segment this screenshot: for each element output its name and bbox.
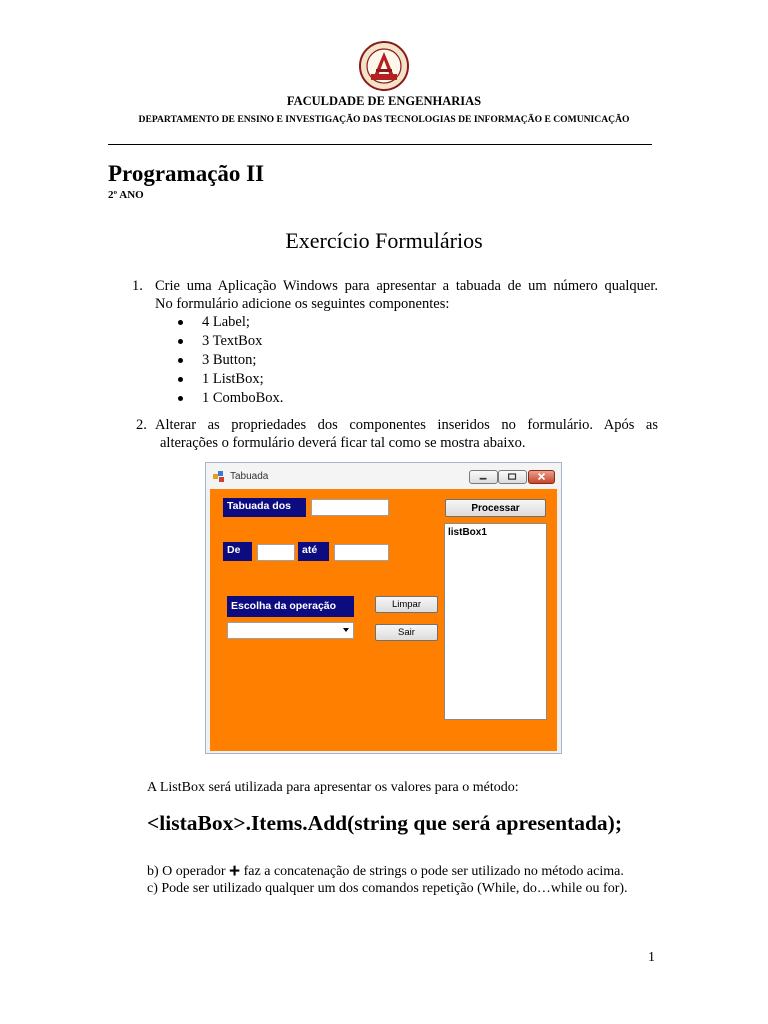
list-item: 1 ComboBox. — [178, 389, 283, 408]
listbox-paragraph: A ListBox será utilizada para apresentar os valores para o método: — [147, 780, 519, 795]
note-b-suffix: faz a concatenação de strings o pode ser utilizado no método acima. — [243, 864, 624, 879]
ate-textbox[interactable] — [334, 544, 389, 561]
item-2-text — [155, 416, 658, 452]
maximize-icon — [499, 471, 526, 483]
minimize-icon — [470, 471, 497, 483]
university-seal-icon — [356, 40, 412, 92]
maximize-button[interactable] — [498, 470, 527, 484]
list-item: 1 ListBox; — [178, 370, 283, 389]
page-number: 1 — [648, 950, 655, 965]
bullet-icon — [178, 339, 183, 344]
form-window — [205, 462, 562, 754]
course-title: Programação II — [108, 161, 265, 186]
item-1-number: 1. — [132, 278, 143, 294]
list-item: 4 Label; — [178, 313, 283, 332]
window-title: Tabuada — [230, 471, 269, 482]
bullet-icon — [178, 320, 183, 325]
de-textbox[interactable] — [257, 544, 295, 561]
note-c: c) Pode ser utilizado qualquer um dos comandos repetição (While, do…while ou for). — [147, 881, 628, 896]
form-client-area — [210, 489, 557, 751]
limpar-button[interactable]: Limpar — [375, 596, 438, 613]
operation-combobox[interactable] — [227, 622, 354, 639]
exercise-title: Exercício Formulários — [285, 228, 483, 253]
item-1-line-1: Crie uma Aplicação Windows para apresentar a tabuada de um número qualquer. — [155, 278, 658, 294]
note-b-prefix: b) O operador — [147, 864, 226, 879]
label-operacao: Escolha da operação — [227, 596, 354, 617]
results-listbox[interactable] — [444, 523, 547, 720]
close-icon — [529, 471, 554, 483]
department-name: DEPARTAMENTO DE ENSINO E INVESTIGAÇÃO DAS TECNOLOGIAS DE INFORMAÇÃO E COMUNICAÇÃO — [138, 114, 630, 125]
components-list — [178, 313, 283, 408]
chevron-down-icon — [343, 628, 349, 632]
processar-button[interactable]: Processar — [445, 499, 546, 517]
note-b — [147, 861, 624, 883]
sair-button[interactable]: Sair — [375, 624, 438, 641]
label-tabuada: Tabuada dos — [223, 498, 306, 517]
list-item: 3 Button; — [178, 351, 283, 370]
label-ate: até — [298, 542, 329, 561]
item-1-text — [155, 277, 658, 313]
item-2-line-1: Alterar as propriedades dos componentes inseridos no formulário. Após as — [155, 417, 658, 433]
tabuada-textbox[interactable] — [311, 499, 389, 516]
faculty-name: FACULDADE DE ENGENHARIAS — [286, 94, 482, 108]
label-de: De — [223, 542, 252, 561]
close-button[interactable] — [528, 470, 555, 484]
minimize-button[interactable] — [469, 470, 498, 484]
bullet-icon — [178, 377, 183, 382]
plus-operator: + — [229, 861, 241, 882]
item-2-line-2: alterações o formulário deverá ficar tal como se mostra abaixo. — [160, 435, 526, 451]
item-2-number: 2. — [136, 417, 147, 433]
course-year: 2º ANO — [108, 189, 144, 201]
code-line: <listaBox>.Items.Add(string que será apresentada); — [147, 811, 623, 835]
header-divider — [108, 144, 652, 145]
item-1-line-2: No formulário adicione os seguintes componentes: — [155, 296, 450, 312]
app-icon — [213, 471, 225, 482]
list-item: 3 TextBox — [178, 332, 283, 351]
window-titlebar — [206, 463, 561, 489]
bullet-icon — [178, 396, 183, 401]
listbox-item: listBox1 — [448, 527, 487, 538]
bullet-icon — [178, 358, 183, 363]
